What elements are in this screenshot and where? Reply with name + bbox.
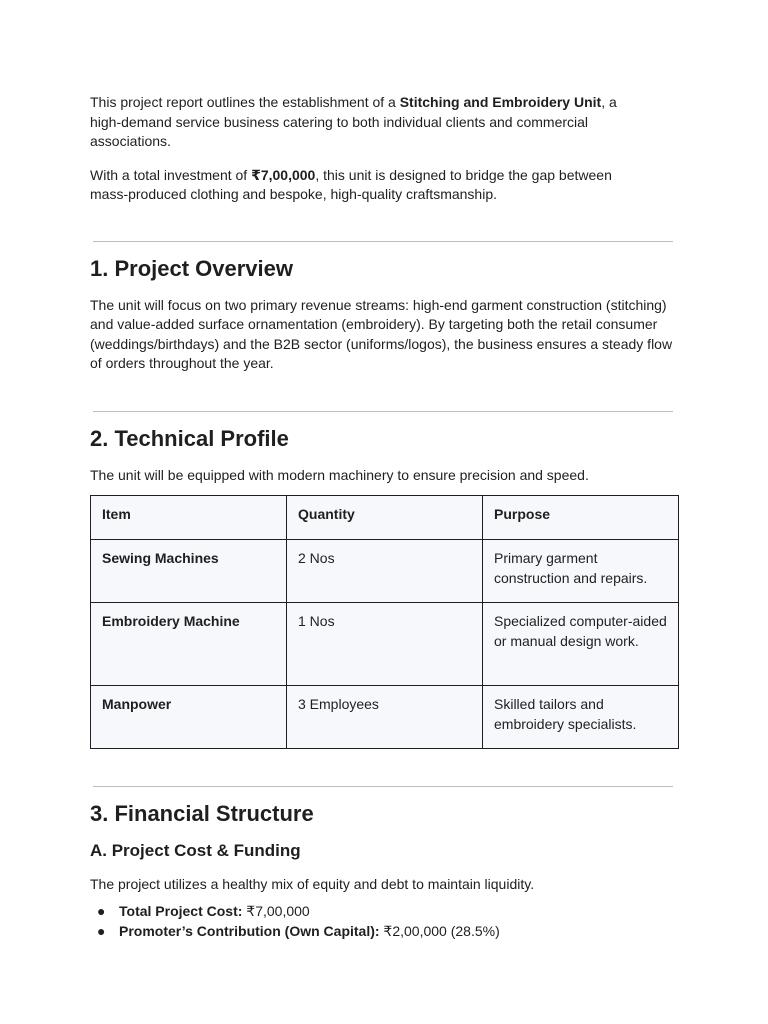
table-cell-purpose: Primary garment construction and repairs. — [483, 540, 679, 603]
section-heading-project-overview: 1. Project Overview — [90, 255, 293, 281]
section-heading-financial-structure: 3. Financial Structure — [90, 801, 314, 826]
technical-profile-text: The unit will be equipped with modern machinery to ensure precision and speed. — [90, 466, 589, 483]
bullet-icon: ● — [97, 902, 106, 919]
table-cell-purpose: Specialized computer-aided or manual design work. — [483, 603, 679, 686]
section-divider — [93, 786, 673, 787]
financial-structure-text: The project utilizes a healthy mix of equity and debt to maintain liquidity. — [90, 876, 535, 892]
intro-paragraph-2: With a total investment of ₹7,00,000, this unit is designed to bridge the gap between mass-produced clothing and bespoke, high-quality craftsmanship. — [90, 166, 612, 202]
bullet-icon: ● — [97, 922, 106, 939]
table-cell-quantity: 3 Employees — [287, 686, 483, 749]
table-header-purpose: Purpose — [483, 496, 679, 540]
project-overview-text: The unit will focus on two primary revenue streams: high-end garment construction (stitching) and value-added surface ornamentation (embroidery). By targeting both the retail consumer (weddings/birthdays) and the B2B sector (uniforms/logos), the business ensures a steady flow of orders throughout the year. — [90, 296, 673, 371]
funding-bullet-list — [90, 901, 678, 941]
table-header-row — [91, 496, 679, 540]
technical-profile-table — [90, 495, 679, 749]
section-divider — [93, 241, 673, 242]
table-header-item: Item — [91, 496, 287, 540]
bullet-value: ₹2,00,000 (28.5%) — [379, 922, 500, 939]
bullet-label: Total Project Cost: — [119, 902, 243, 919]
table-row — [91, 686, 679, 749]
table-cell-quantity: 2 Nos — [287, 540, 483, 603]
table-row — [91, 603, 679, 686]
intro-paragraph-1: This project report outlines the establishment of a Stitching and Embroidery Unit, a high-demand service business catering to both individual clients and commercial associations. — [90, 94, 617, 149]
table-row — [91, 540, 679, 603]
section-divider — [93, 411, 673, 412]
list-item — [90, 921, 678, 941]
table-header-quantity: Quantity — [287, 496, 483, 540]
section-heading-technical-profile: 2. Technical Profile — [90, 425, 289, 451]
subsection-heading-project-cost: A. Project Cost & Funding — [90, 841, 301, 860]
table-cell-item: Manpower — [91, 686, 287, 749]
table-cell-purpose: Skilled tailors and embroidery specialists. — [483, 686, 679, 749]
table-cell-item: Sewing Machines — [91, 540, 287, 603]
table-cell-quantity: 1 Nos — [287, 603, 483, 686]
list-item — [90, 901, 678, 921]
bullet-value: ₹7,00,000 — [242, 902, 310, 919]
bullet-label: Promoter’s Contribution (Own Capital): — [119, 922, 380, 939]
intro-unit-name: Stitching and Embroidery Unit — [399, 94, 602, 110]
table-cell-item: Embroidery Machine — [91, 603, 287, 686]
intro-investment: ₹7,00,000 — [251, 166, 316, 183]
